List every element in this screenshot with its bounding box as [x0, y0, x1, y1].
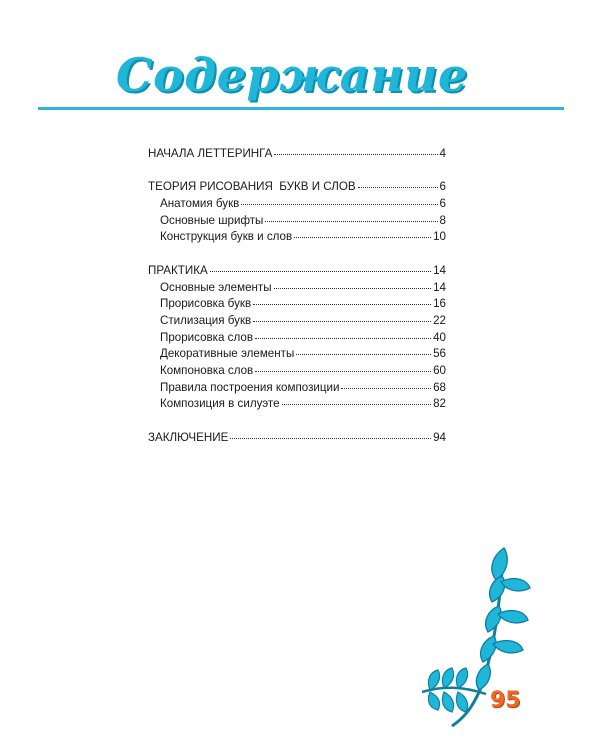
- toc-item[interactable]: [148, 196, 446, 213]
- toc-section-title: НАЧАЛА ЛЕТТЕРИНГА: [148, 147, 273, 160]
- toc-page-number: 40: [433, 330, 446, 344]
- toc-item[interactable]: [148, 330, 446, 347]
- toc-page-number: 16: [433, 297, 446, 311]
- section-gap: [148, 163, 446, 180]
- toc-item-title: Стилизация букв: [160, 313, 252, 327]
- dot-leader: [265, 221, 437, 222]
- toc-item[interactable]: [148, 296, 446, 313]
- dot-leader: [358, 187, 438, 188]
- toc-item-title: Основные элементы: [160, 280, 272, 294]
- toc-item-title: Компоновка слов: [160, 363, 254, 377]
- toc-item-title: Правила построения композиции: [160, 380, 340, 394]
- section-gap: [148, 246, 446, 263]
- toc-item[interactable]: [148, 213, 446, 230]
- toc-item[interactable]: [148, 280, 446, 297]
- toc-item[interactable]: [148, 363, 446, 380]
- toc-item-title: Прорисовка букв: [160, 297, 252, 311]
- toc-section-title: ПРАКТИКА: [148, 263, 208, 277]
- toc-page-number: 22: [433, 313, 446, 327]
- dot-leader: [255, 371, 431, 372]
- dot-leader: [282, 404, 432, 405]
- toc-item-title: Декоративные элементы: [160, 347, 295, 361]
- page-number: 95: [490, 688, 521, 713]
- toc-item[interactable]: [148, 346, 446, 363]
- toc-page-number: 4: [439, 147, 446, 160]
- toc-page-number: 82: [433, 397, 446, 411]
- toc-item-title: Основные шрифты: [160, 213, 264, 227]
- toc-item-title: Прорисовка слов: [160, 330, 253, 344]
- dot-leader: [296, 354, 431, 355]
- toc-section-title: ЗАКЛЮЧЕНИЕ: [148, 430, 229, 444]
- dot-leader: [294, 237, 431, 238]
- toc-item[interactable]: [148, 313, 446, 330]
- toc-section[interactable]: [148, 179, 446, 196]
- toc-page-number: 14: [433, 280, 446, 294]
- toc-page-number: 6: [439, 180, 446, 194]
- dot-leader: [253, 321, 431, 322]
- toc-page-number: 94: [433, 430, 446, 444]
- dot-leader: [255, 338, 431, 339]
- dot-leader: [274, 154, 437, 155]
- dot-leader: [210, 271, 431, 272]
- toc-page-number: 68: [433, 380, 446, 394]
- toc-item[interactable]: [148, 229, 446, 246]
- title-underline: [38, 107, 564, 110]
- section-gap: [148, 413, 446, 430]
- dot-leader: [341, 388, 431, 389]
- toc-section-title: ТЕОРИЯ РИСОВАНИЯ БУКВ И СЛОВ: [148, 180, 356, 194]
- toc-section[interactable]: [148, 263, 446, 280]
- toc-item[interactable]: [148, 396, 446, 413]
- leaf-branch-icon: [422, 536, 542, 736]
- page-title: Содержание: [116, 48, 468, 102]
- dot-leader: [274, 288, 432, 289]
- toc-page-number: 8: [439, 213, 446, 227]
- dot-leader: [241, 204, 437, 205]
- toc-item-title: Анатомия букв: [160, 197, 240, 211]
- toc-item-title: Композиция в силуэте: [160, 397, 280, 411]
- dot-leader: [253, 304, 431, 305]
- table-of-contents: [148, 146, 446, 446]
- toc-item[interactable]: [148, 380, 446, 397]
- toc-page-number: 14: [433, 263, 446, 277]
- toc-page-number: 6: [439, 197, 446, 211]
- toc-page-number: 56: [433, 347, 446, 361]
- toc-section[interactable]: [148, 146, 446, 163]
- toc-section[interactable]: [148, 430, 446, 447]
- toc-page-number: 60: [433, 363, 446, 377]
- toc-page-number: 10: [433, 230, 446, 244]
- toc-item-title: Конструкция букв и слов: [160, 230, 293, 244]
- dot-leader: [230, 438, 431, 439]
